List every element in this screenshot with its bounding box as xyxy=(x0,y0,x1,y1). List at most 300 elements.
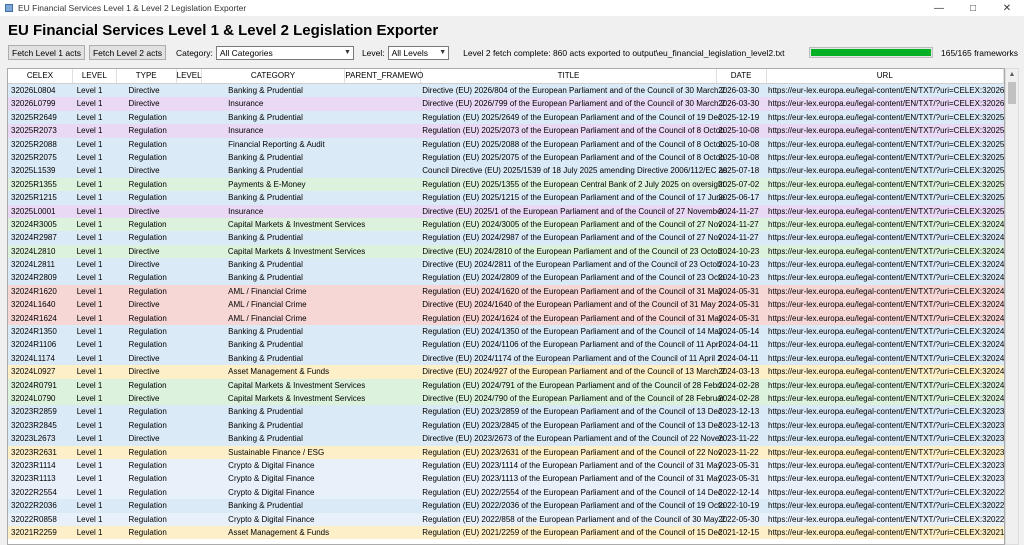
cell-title: Regulation (EU) 2025/1215 of the European Parliament and of the Council of 17 June xyxy=(422,193,726,203)
cell-title: Regulation (EU) 2025/2088 of the European Parliament and of the Council of 8 Octob xyxy=(422,139,725,149)
cell-url: https://eur-lex.europa.eu/legal-content/EN/TXT/?uri=CELEX:32024 xyxy=(768,353,1005,363)
table-row[interactable] xyxy=(8,285,1004,298)
cell-type: Regulation xyxy=(128,340,167,350)
cell-url: https://eur-lex.europa.eu/legal-content/EN/TXT/?uri=CELEX:32023 xyxy=(768,460,1005,470)
table-row[interactable] xyxy=(8,365,1004,378)
cell-celex: 32025R2073 xyxy=(11,126,57,136)
column-header-title[interactable]: TITLE xyxy=(421,69,716,83)
cell-celex: 32024R3005 xyxy=(11,219,57,229)
cell-type: Regulation xyxy=(128,420,167,430)
cell-parent-framework xyxy=(345,446,421,459)
category-select[interactable] xyxy=(216,46,354,60)
cell-date: 2023-05-31 xyxy=(718,460,760,470)
cell-title: Regulation (EU) 2024/1624 of the European Parliament and of the Council of 31 May xyxy=(422,313,723,323)
cell-level-2 xyxy=(176,352,201,365)
cell-type: Directive xyxy=(128,367,160,377)
cell-level: Level 1 xyxy=(76,474,103,484)
cell-url: https://eur-lex.europa.eu/legal-content/EN/TXT/?uri=CELEX:32024 xyxy=(768,367,1005,377)
cell-category: Insurance xyxy=(228,126,264,136)
cell-title: Regulation (EU) 2024/1106 of the European Parliament and of the Council of 11 Apri xyxy=(422,340,721,350)
cell-level-2 xyxy=(176,472,201,485)
cell-level-2 xyxy=(176,285,201,298)
cell-parent-framework xyxy=(345,352,421,365)
cell-level: Level 1 xyxy=(76,219,103,229)
cell-category: AML / Financial Crime xyxy=(228,300,307,310)
cell-level-2 xyxy=(176,338,201,351)
cell-date: 2024-05-14 xyxy=(718,327,760,337)
close-icon[interactable]: ✕ xyxy=(1002,2,1012,14)
cell-url: https://eur-lex.europa.eu/legal-content/EN/TXT/?uri=CELEX:32024 xyxy=(768,246,1005,256)
cell-level: Level 1 xyxy=(76,407,103,417)
cell-category: Banking & Prudential xyxy=(228,434,303,444)
column-header-type[interactable]: TYPE xyxy=(117,69,177,83)
cell-level-2 xyxy=(176,499,201,512)
cell-title: Directive (EU) 2024/1174 of the European Parliament and of the Council of 11 April 2 xyxy=(422,353,722,363)
column-header-date[interactable]: DATE xyxy=(717,69,767,83)
cell-level-2 xyxy=(176,419,201,432)
cell-category: Banking & Prudential xyxy=(228,260,303,270)
table-row[interactable] xyxy=(8,84,1004,97)
cell-title: Regulation (EU) 2023/1114 of the European Parliament and of the Council of 31 May xyxy=(422,460,722,470)
column-header-parent-framework[interactable]: PARENT_FRAMEWO xyxy=(345,69,421,83)
table-row[interactable] xyxy=(8,312,1004,325)
cell-title: Directive (EU) 2024/2811 of the European Parliament and of the Council of 23 Octob xyxy=(422,260,722,270)
column-header-celex[interactable]: CELEX xyxy=(8,69,73,83)
table-row[interactable] xyxy=(8,178,1004,191)
cell-parent-framework xyxy=(345,111,421,124)
cell-date: 2024-11-27 xyxy=(718,206,759,216)
table-row[interactable] xyxy=(8,298,1004,311)
cell-category: Banking & Prudential xyxy=(228,340,303,350)
cell-date: 2023-11-22 xyxy=(718,447,759,457)
cell-level: Level 1 xyxy=(76,166,103,176)
cell-type: Regulation xyxy=(128,487,167,497)
cell-title: Directive (EU) 2026/804 of the European Parliament and of the Council of 30 March 2 xyxy=(422,86,726,95)
cell-level: Level 1 xyxy=(76,152,103,162)
level-label: Level: xyxy=(361,47,385,58)
cell-date: 2024-11-27 xyxy=(718,219,759,229)
cell-category: Asset Management & Funds xyxy=(228,527,330,537)
cell-level: Level 1 xyxy=(76,460,103,470)
title-bar xyxy=(0,0,1024,16)
cell-url: https://eur-lex.europa.eu/legal-content/EN/TXT/?uri=CELEX:32023 xyxy=(768,407,1005,417)
cell-date: 2022-12-14 xyxy=(718,487,760,497)
cell-parent-framework xyxy=(345,392,421,405)
cell-date: 2022-05-30 xyxy=(718,514,760,524)
cell-url: https://eur-lex.europa.eu/legal-content/EN/TXT/?uri=CELEX:32023 xyxy=(768,447,1005,457)
table-row[interactable] xyxy=(8,258,1004,271)
cell-parent-framework xyxy=(345,164,421,177)
cell-type: Regulation xyxy=(128,460,167,470)
cell-level: Level 1 xyxy=(76,300,103,310)
table-row[interactable] xyxy=(8,486,1004,499)
cell-category: Banking & Prudential xyxy=(228,501,303,511)
cell-date: 2024-02-28 xyxy=(718,393,760,403)
cell-title: Directive (EU) 2024/1640 of the European Parliament and of the Council of 31 May 2 xyxy=(422,300,723,310)
cell-level-2 xyxy=(176,513,201,526)
cell-type: Directive xyxy=(128,166,160,176)
cell-category: Capital Markets & Investment Services xyxy=(227,393,366,403)
cell-level-2 xyxy=(176,432,201,445)
cell-parent-framework xyxy=(345,205,421,218)
cell-level-2 xyxy=(176,405,201,418)
cell-celex: 32023R2859 xyxy=(11,407,57,417)
cell-parent-framework xyxy=(345,365,421,378)
vertical-scrollbar[interactable] xyxy=(1005,68,1019,545)
table-row[interactable] xyxy=(8,271,1004,284)
cell-date: 2023-12-13 xyxy=(718,420,760,430)
cell-parent-framework xyxy=(345,245,421,258)
cell-url: https://eur-lex.europa.eu/legal-content/EN/TXT/?uri=CELEX:32024 xyxy=(768,273,1005,283)
cell-category: Banking & Prudential xyxy=(228,86,303,95)
cell-date: 2025-10-08 xyxy=(718,152,760,162)
cell-level: Level 1 xyxy=(76,206,103,216)
cell-level-2 xyxy=(176,312,201,325)
cell-celex: 32026L0799 xyxy=(11,99,56,109)
cell-parent-framework xyxy=(345,486,421,499)
cell-parent-framework xyxy=(345,526,421,539)
cell-type: Regulation xyxy=(128,112,167,122)
cell-celex: 32023L2673 xyxy=(11,434,56,444)
cell-category: Banking & Prudential xyxy=(228,353,303,363)
cell-parent-framework xyxy=(345,84,421,97)
cell-level: Level 1 xyxy=(76,527,103,537)
cell-type: Regulation xyxy=(128,152,167,162)
cell-url: https://eur-lex.europa.eu/legal-content/EN/TXT/?uri=CELEX:32025 xyxy=(768,152,1005,162)
cell-type: Regulation xyxy=(128,501,167,511)
cell-level: Level 1 xyxy=(76,139,103,149)
cell-celex: 32023R2845 xyxy=(11,420,57,430)
table-row[interactable] xyxy=(8,111,1004,124)
table-row[interactable] xyxy=(8,245,1004,258)
cell-type: Regulation xyxy=(128,327,167,337)
column-header-level-2[interactable]: LEVEL xyxy=(177,69,202,83)
cell-parent-framework xyxy=(345,178,421,191)
table-row[interactable] xyxy=(8,151,1004,164)
cell-celex: 32025R2649 xyxy=(11,112,57,122)
cell-title: Regulation (EU) 2023/2845 of the European Parliament and of the Council of 13 Dec xyxy=(422,420,722,430)
cell-level-2 xyxy=(176,138,201,151)
cell-level: Level 1 xyxy=(76,313,103,323)
cell-level-2 xyxy=(176,365,201,378)
cell-celex: 32025L0001 xyxy=(11,206,56,216)
cell-url: https://eur-lex.europa.eu/legal-content/EN/TXT/?uri=CELEX:32023 xyxy=(768,420,1005,430)
cell-parent-framework xyxy=(345,499,421,512)
cell-level-2 xyxy=(176,379,201,392)
cell-level: Level 1 xyxy=(76,514,103,524)
maximize-icon[interactable]: □ xyxy=(969,2,977,14)
cell-title: Regulation (EU) 2025/2073 of the European Parliament and of the Council of 8 Octob xyxy=(422,126,725,136)
cell-celex: 32022R0858 xyxy=(11,514,57,524)
cell-url: https://eur-lex.europa.eu/legal-content/EN/TXT/?uri=CELEX:32024 xyxy=(768,286,1005,296)
cell-title: Regulation (EU) 2022/2036 of the European Parliament and of the Council of 19 Octo xyxy=(422,501,725,511)
cell-title: Regulation (EU) 2024/1620 of the European Parliament and of the Council of 31 May xyxy=(422,286,723,296)
cell-category: Banking & Prudential xyxy=(228,152,303,162)
cell-celex: 32023R2631 xyxy=(11,447,57,457)
minimize-icon[interactable]: — xyxy=(934,2,944,14)
cell-level-2 xyxy=(176,231,201,244)
table-row[interactable] xyxy=(8,405,1004,418)
fetch-level1-button[interactable]: Fetch Level 1 acts xyxy=(8,45,85,60)
cell-parent-framework xyxy=(345,419,421,432)
cell-type: Regulation xyxy=(128,139,167,149)
cell-date: 2025-06-17 xyxy=(718,193,760,203)
cell-level: Level 1 xyxy=(76,99,103,109)
cell-category: Crypto & Digital Finance xyxy=(228,487,315,497)
cell-parent-framework xyxy=(345,231,421,244)
cell-date: 2023-12-13 xyxy=(718,407,760,417)
toolbar xyxy=(8,45,1018,60)
table-row[interactable] xyxy=(8,138,1004,151)
cell-level-2 xyxy=(176,218,201,231)
cell-level: Level 1 xyxy=(76,179,103,189)
table-row[interactable] xyxy=(8,379,1004,392)
table-row[interactable] xyxy=(8,432,1004,445)
table-row[interactable] xyxy=(8,97,1004,110)
cell-type: Regulation xyxy=(128,126,167,136)
cell-celex: 32024R2809 xyxy=(11,273,57,283)
table-row[interactable] xyxy=(8,472,1004,485)
cell-url: https://eur-lex.europa.eu/legal-content/EN/TXT/?uri=CELEX:32025 xyxy=(768,112,1005,122)
cell-date: 2026-03-30 xyxy=(718,99,760,109)
cell-level-2 xyxy=(176,205,201,218)
cell-type: Directive xyxy=(128,434,160,444)
table-row[interactable] xyxy=(8,352,1004,365)
table-row[interactable] xyxy=(8,231,1004,244)
cell-type: Directive xyxy=(128,353,160,363)
cell-date: 2024-05-31 xyxy=(718,286,760,296)
cell-level: Level 1 xyxy=(76,246,103,256)
cell-date: 2024-10-23 xyxy=(718,246,760,256)
cell-celex: 32024R1620 xyxy=(11,286,57,296)
cell-celex: 32024L1640 xyxy=(11,300,56,310)
cell-title: Directive (EU) 2025/1 of the European Parliament and of the Council of 27 November xyxy=(422,206,725,216)
cell-parent-framework xyxy=(345,338,421,351)
cell-celex: 32023R1114 xyxy=(11,460,56,470)
cell-category: Crypto & Digital Finance xyxy=(228,460,315,470)
cell-date: 2024-05-31 xyxy=(718,313,760,323)
cell-celex: 32025R1215 xyxy=(11,193,57,203)
cell-date: 2024-03-13 xyxy=(718,367,760,377)
cell-type: Directive xyxy=(128,246,160,256)
cell-title: Regulation (EU) 2021/2259 of the European Parliament and of the Council of 15 Dec xyxy=(422,527,722,537)
table-row[interactable] xyxy=(8,499,1004,512)
cell-level-2 xyxy=(176,459,201,472)
cell-title: Regulation (EU) 2024/2809 of the European Parliament and of the Council of 23 Octo xyxy=(422,273,725,283)
cell-level-2 xyxy=(176,392,201,405)
cell-level-2 xyxy=(176,178,201,191)
scroll-thumb[interactable] xyxy=(1008,82,1016,104)
cell-parent-framework xyxy=(345,258,421,271)
cell-level: Level 1 xyxy=(76,420,103,430)
table-row[interactable] xyxy=(8,325,1004,338)
cell-type: Directive xyxy=(128,260,160,270)
cell-celex: 32025L1539 xyxy=(11,166,56,176)
cell-celex: 32026L0804 xyxy=(11,86,56,95)
cell-level-2 xyxy=(176,151,201,164)
cell-celex: 32022R2036 xyxy=(11,501,57,511)
cell-parent-framework xyxy=(345,379,421,392)
cell-level-2 xyxy=(176,245,201,258)
cell-level: Level 1 xyxy=(76,112,103,122)
fetch-level2-button[interactable]: Fetch Level 2 acts xyxy=(89,45,166,60)
table-row[interactable] xyxy=(8,392,1004,405)
cell-category: Banking & Prudential xyxy=(228,112,303,122)
cell-url: https://eur-lex.europa.eu/legal-content/EN/TXT/?uri=CELEX:32024 xyxy=(768,260,1005,270)
cell-level: Level 1 xyxy=(76,193,103,203)
cell-celex: 32024L1174 xyxy=(11,353,55,363)
cell-celex: 32024L0790 xyxy=(11,393,56,403)
cell-parent-framework xyxy=(345,124,421,137)
column-header-category[interactable]: CATEGORY xyxy=(202,69,346,83)
table-header xyxy=(8,69,1004,84)
cell-date: 2024-10-23 xyxy=(718,260,760,270)
table-body xyxy=(8,84,1004,539)
cell-level-2 xyxy=(176,298,201,311)
cell-celex: 32024R0791 xyxy=(11,380,57,390)
cell-parent-framework xyxy=(345,405,421,418)
table-row[interactable] xyxy=(8,218,1004,231)
cell-parent-framework xyxy=(345,151,421,164)
cell-level: Level 1 xyxy=(76,393,103,403)
cell-type: Regulation xyxy=(128,193,167,203)
cell-type: Regulation xyxy=(128,407,167,417)
cell-level-2 xyxy=(176,486,201,499)
column-header-level[interactable]: LEVEL xyxy=(73,69,117,83)
cell-category: Capital Markets & Investment Services xyxy=(227,380,366,390)
scroll-up-icon[interactable]: ▲ xyxy=(1008,71,1016,78)
table-row[interactable] xyxy=(8,459,1004,472)
column-header-url[interactable]: URL xyxy=(767,69,1004,83)
cell-url: https://eur-lex.europa.eu/legal-content/EN/TXT/?uri=CELEX:32026 xyxy=(768,99,1005,109)
cell-category: Banking & Prudential xyxy=(228,233,303,243)
cell-url: https://eur-lex.europa.eu/legal-content/EN/TXT/?uri=CELEX:32023 xyxy=(768,434,1005,444)
status-text: Level 2 fetch complete: 860 acts exported to output\eu_financial_legislation_level2.txt xyxy=(463,47,785,58)
cell-title: Regulation (EU) 2024/1350 of the European Parliament and of the Council of 14 May xyxy=(422,327,723,337)
cell-celex: 32024L2810 xyxy=(11,246,56,256)
cell-type: Directive xyxy=(128,206,160,216)
cell-date: 2025-12-19 xyxy=(718,112,760,122)
cell-date: 2024-04-11 xyxy=(718,353,759,363)
cell-level-2 xyxy=(176,325,201,338)
cell-type: Regulation xyxy=(128,447,167,457)
cell-url: https://eur-lex.europa.eu/legal-content/EN/TXT/?uri=CELEX:32024 xyxy=(768,380,1005,390)
cell-title: Regulation (EU) 2024/3005 of the European Parliament and of the Council of 27 Nov xyxy=(422,219,723,229)
cell-category: Banking & Prudential xyxy=(228,420,303,430)
cell-celex: 32025R1355 xyxy=(11,179,57,189)
cell-url: https://eur-lex.europa.eu/legal-content/EN/TXT/?uri=CELEX:32024 xyxy=(768,313,1005,323)
cell-level: Level 1 xyxy=(76,126,103,136)
cell-title: Directive (EU) 2024/927 of the European Parliament and of the Council of 13 March 2 xyxy=(422,367,726,377)
table-row[interactable] xyxy=(8,338,1004,351)
cell-title: Regulation (EU) 2022/2554 of the European Parliament and of the Council of 14 Dec xyxy=(422,487,722,497)
cell-celex: 32024L2811 xyxy=(11,260,55,270)
cell-category: Banking & Prudential xyxy=(228,407,303,417)
cell-url: https://eur-lex.europa.eu/legal-content/EN/TXT/?uri=CELEX:32025 xyxy=(768,139,1005,149)
cell-url: https://eur-lex.europa.eu/legal-content/EN/TXT/?uri=CELEX:32023 xyxy=(768,474,1005,484)
table-row[interactable] xyxy=(8,419,1004,432)
table-row[interactable] xyxy=(8,124,1004,137)
cell-type: Directive xyxy=(128,86,160,95)
cell-level-2 xyxy=(176,271,201,284)
cell-url: https://eur-lex.europa.eu/legal-content/EN/TXT/?uri=CELEX:32024 xyxy=(768,340,1005,350)
cell-date: 2024-05-31 xyxy=(718,300,760,310)
cell-level-2 xyxy=(176,164,201,177)
cell-celex: 32025R2088 xyxy=(11,139,57,149)
cell-category: Banking & Prudential xyxy=(228,166,303,176)
cell-level-2 xyxy=(176,258,201,271)
cell-url: https://eur-lex.europa.eu/legal-content/EN/TXT/?uri=CELEX:32025 xyxy=(768,206,1005,216)
cell-celex: 32022R2554 xyxy=(11,487,57,497)
cell-url: https://eur-lex.europa.eu/legal-content/EN/TXT/?uri=CELEX:32026 xyxy=(768,86,1005,95)
cell-date: 2025-07-02 xyxy=(718,179,760,189)
cell-level: Level 1 xyxy=(76,233,103,243)
cell-date: 2023-11-22 xyxy=(718,434,759,444)
cell-url: https://eur-lex.europa.eu/legal-content/EN/TXT/?uri=CELEX:32025 xyxy=(768,126,1005,136)
cell-level: Level 1 xyxy=(76,434,103,444)
cell-url: https://eur-lex.europa.eu/legal-content/EN/TXT/?uri=CELEX:32022 xyxy=(768,514,1005,524)
cell-parent-framework xyxy=(345,312,421,325)
cell-level: Level 1 xyxy=(76,367,103,377)
cell-type: Regulation xyxy=(128,514,167,524)
cell-celex: 32024L0927 xyxy=(11,367,56,377)
cell-type: Regulation xyxy=(128,233,167,243)
cell-title: Directive (EU) 2026/799 of the European Parliament and of the Council of 30 March 2 xyxy=(422,99,726,109)
cell-category: Financial Reporting & Audit xyxy=(228,139,325,149)
cell-celex: 32024R1350 xyxy=(11,327,57,337)
cell-title: Directive (EU) 2023/2673 of the European Parliament and of the Council of 22 Noven xyxy=(422,434,724,444)
cell-level: Level 1 xyxy=(76,353,103,363)
cell-category: Crypto & Digital Finance xyxy=(228,514,315,524)
framework-count: 165/165 frameworks xyxy=(940,47,1018,58)
cell-parent-framework xyxy=(345,271,421,284)
cell-date: 2021-12-15 xyxy=(718,527,760,537)
cell-level: Level 1 xyxy=(76,447,103,457)
cell-parent-framework xyxy=(345,285,421,298)
results-table[interactable] xyxy=(7,68,1005,545)
table-row[interactable] xyxy=(8,526,1004,539)
window-title: EU Financial Services Level 1 & Level 2 Legislation Exporter xyxy=(18,3,247,13)
cell-url: https://eur-lex.europa.eu/legal-content/EN/TXT/?uri=CELEX:32024 xyxy=(768,219,1005,229)
cell-level: Level 1 xyxy=(76,327,103,337)
cell-type: Regulation xyxy=(128,527,167,537)
cell-url: https://eur-lex.europa.eu/legal-content/EN/TXT/?uri=CELEX:32024 xyxy=(768,233,1005,243)
table-row[interactable] xyxy=(8,446,1004,459)
cell-parent-framework xyxy=(345,472,421,485)
level-select[interactable] xyxy=(388,46,450,60)
cell-level: Level 1 xyxy=(76,260,103,270)
table-row[interactable] xyxy=(8,191,1004,204)
table-row[interactable] xyxy=(8,164,1004,177)
cell-type: Regulation xyxy=(128,273,167,283)
cell-category: Asset Management & Funds xyxy=(228,367,330,377)
cell-date: 2024-10-23 xyxy=(718,273,760,283)
cell-title: Regulation (EU) 2025/2075 of the European Parliament and of the Council of 8 Octob xyxy=(422,152,725,162)
cell-category: AML / Financial Crime xyxy=(228,313,307,323)
cell-category: Sustainable Finance / ESG xyxy=(228,447,325,457)
level-value: All Levels xyxy=(391,47,429,58)
table-row[interactable] xyxy=(8,205,1004,218)
cell-level: Level 1 xyxy=(76,273,103,283)
cell-type: Regulation xyxy=(128,286,167,296)
cell-level-2 xyxy=(176,97,201,110)
table-row[interactable] xyxy=(8,513,1004,526)
cell-title: Regulation (EU) 2024/791 of the European Parliament and of the Council of 28 Febru xyxy=(422,380,725,390)
cell-level-2 xyxy=(176,84,201,97)
cell-date: 2022-10-19 xyxy=(718,501,760,511)
cell-category: Capital Markets & Investment Services xyxy=(227,219,366,229)
cell-level: Level 1 xyxy=(76,380,103,390)
